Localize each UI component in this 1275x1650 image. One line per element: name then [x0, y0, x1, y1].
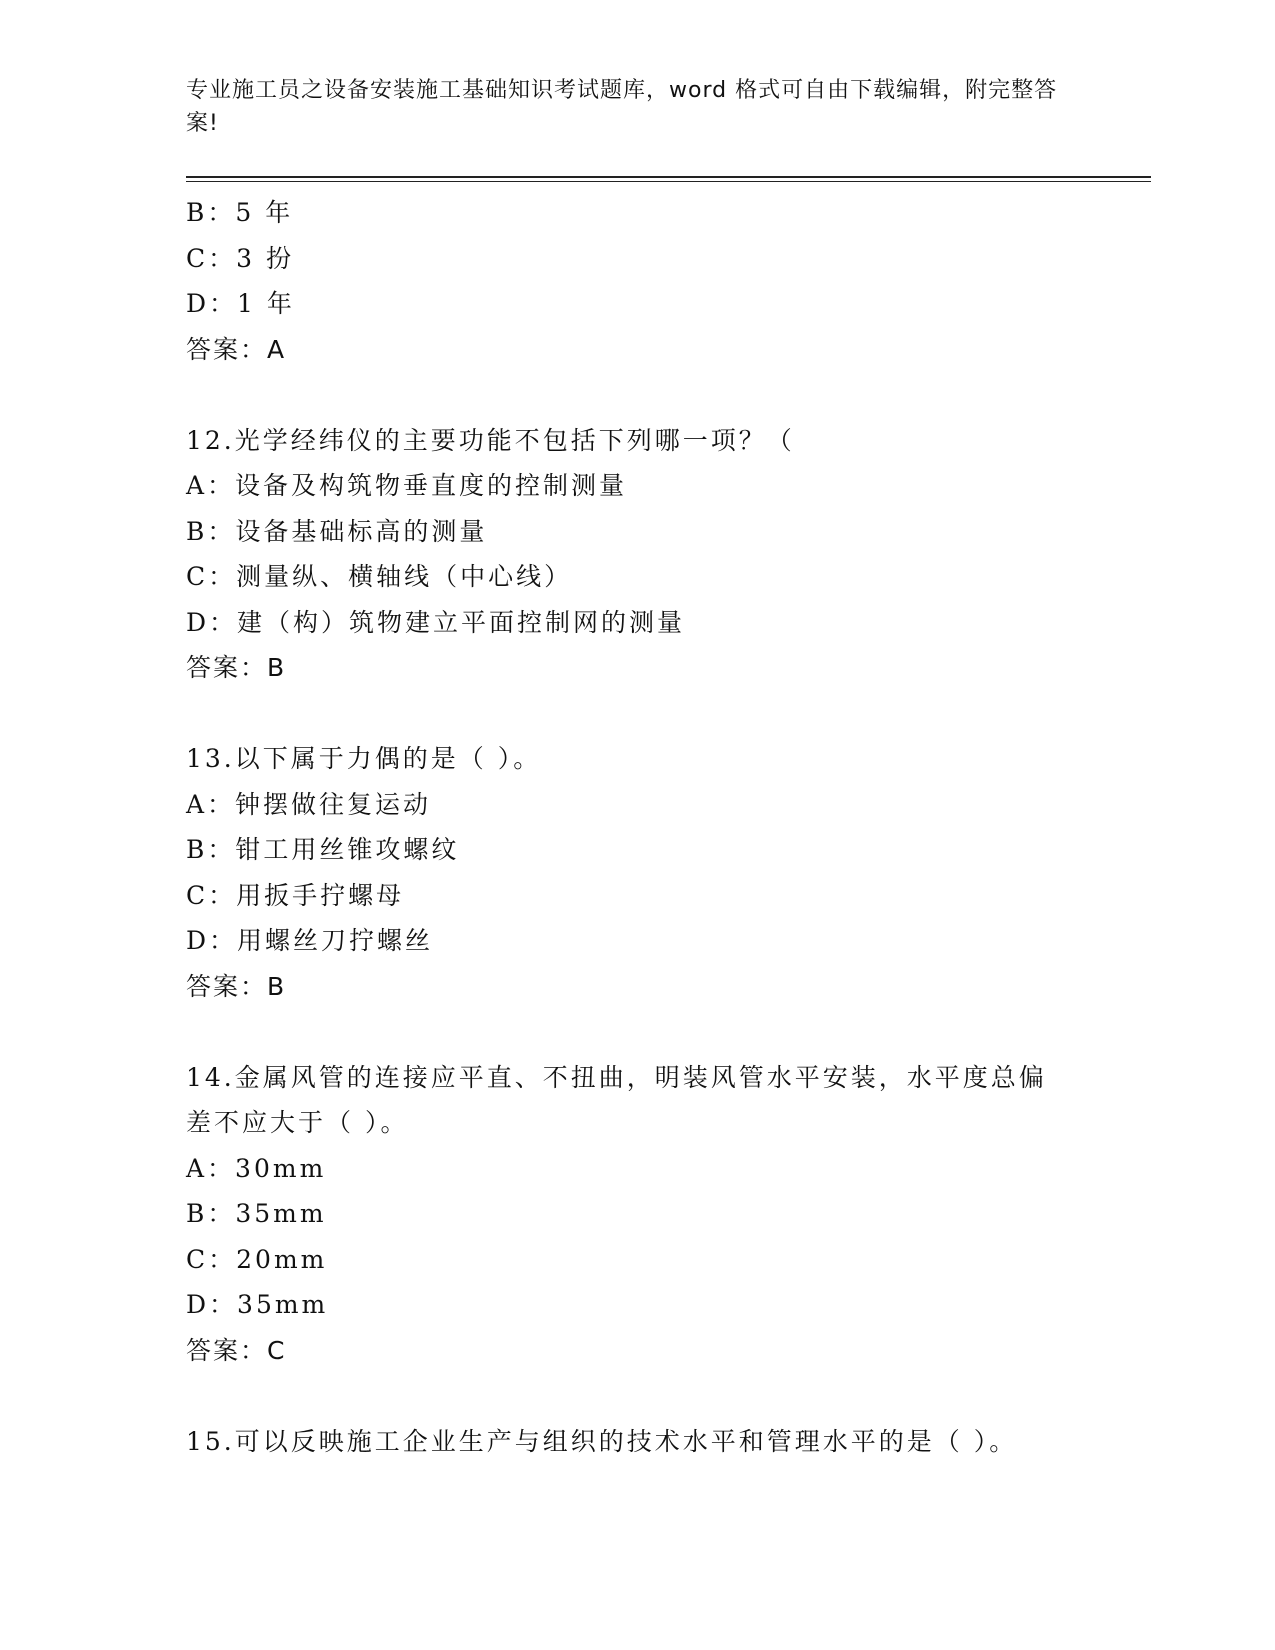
- option-a: A：设备及构筑物垂直度的控制测量: [186, 471, 628, 500]
- question-stem: 15.可以反映施工企业生产与组织的技术水平和管理水平的是（ ）。: [186, 1426, 1018, 1456]
- question-stem-continued: 差不应大于（ ）。: [186, 1108, 409, 1137]
- option-b: B：5 年: [186, 198, 294, 227]
- page-header: 专业施工员之设备安装施工基础知识考试题库，word 格式可自由下载编辑，附完整答案!: [186, 78, 1058, 136]
- option-c: C：3 扮: [186, 243, 294, 273]
- header-rule-thick: [186, 176, 1151, 178]
- option-c: C：用扳手拧螺母: [186, 880, 405, 910]
- option-c: C：测量纵、横轴线（中心线）: [186, 562, 573, 591]
- header-rule-thin: [186, 181, 1151, 182]
- option-a: A：钟摆做往复运动: [186, 789, 432, 819]
- answer-line: 答案：C: [186, 1335, 287, 1365]
- option-d: D：35mm: [186, 1290, 329, 1319]
- option-d: D：建（构）筑物建立平面控制网的测量: [186, 607, 686, 637]
- option-d: D：1 年: [186, 289, 295, 318]
- answer-line: 答案：A: [186, 334, 287, 364]
- option-a: A：30mm: [186, 1153, 327, 1183]
- option-b: B：钳工用丝锥攻螺纹: [186, 835, 460, 864]
- answer-line: 答案：B: [186, 653, 287, 682]
- option-b: B：设备基础标高的测量: [186, 516, 488, 546]
- question-content: [186, 190, 1086, 1464]
- option-d: D：用螺丝刀拧螺丝: [186, 926, 434, 955]
- question-stem: 13.以下属于力偶的是（ ）。: [186, 744, 542, 773]
- answer-line: 答案：B: [186, 971, 287, 1001]
- option-c: C：20mm: [186, 1244, 328, 1274]
- question-stem: 14.金属风管的连接应平直、不扭曲，明装风管水平安装，水平度总偏: [186, 1062, 1047, 1092]
- question-stem: 12.光学经纬仪的主要功能不包括下列哪一项？（: [186, 425, 795, 455]
- option-b: B：35mm: [186, 1199, 327, 1228]
